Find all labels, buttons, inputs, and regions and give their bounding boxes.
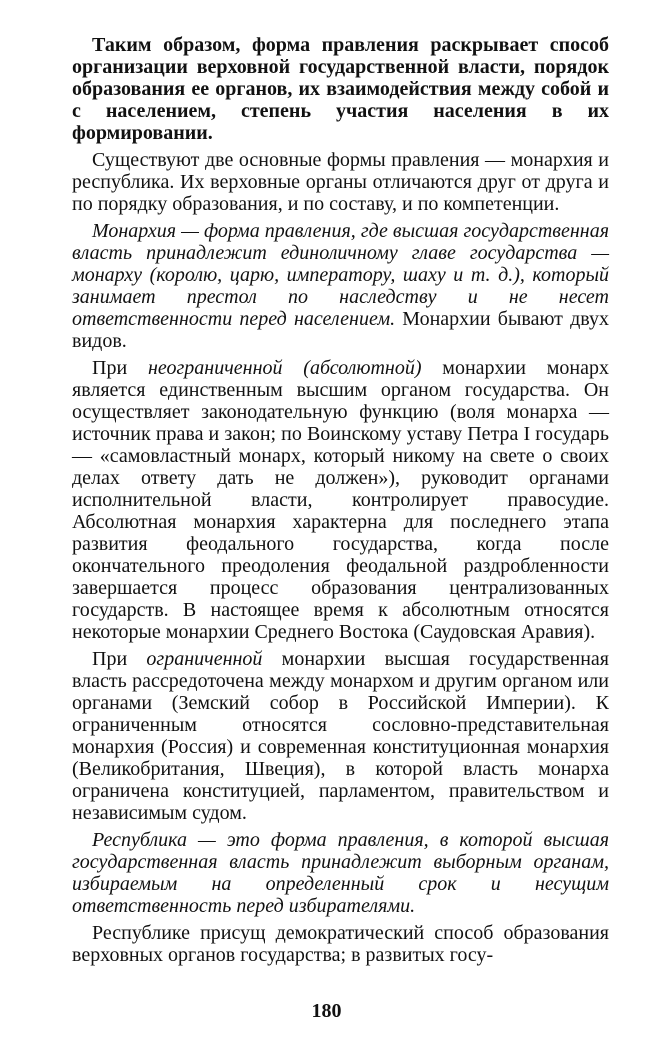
paragraph-forms-of-government [72, 149, 609, 215]
paragraph-limited-monarchy [72, 648, 609, 824]
italic-monarchy-definition: Монархия — форма правления, где высшая государственная власть принадлежит единоличному главе государства — монарху (королю, царю, императору, шаху и т. д.), который занимает престол по наследству и не несет ответственности перед населением. [72, 220, 609, 330]
italic-republic-definition: Республика — это форма правления, в которой высшая государственная власть принадлежит выборным органам, избираемым на определенный срок и несущим ответственность перед избирателями. [72, 829, 609, 917]
paragraph-text: Монархии бывают двух видов. [72, 308, 610, 352]
italic-term: ограниченной [146, 648, 263, 670]
bold-definition-text: Таким образом, форма правления раскрывает способ организации верховной государственной власти, порядок образования ее органов, их взаимодействия между собой и с населением, степень участия населения в их формировании. [72, 34, 609, 144]
page-number: 180 [311, 1000, 342, 1022]
paragraph-text: Существуют две основные формы правления — монархия и республика. Их верховные органы отличаются друг от друга и по порядку образования, и по составу, и по компетенции. [72, 149, 609, 215]
paragraph-republic-continued [72, 922, 609, 966]
italic-term: неограниченной (абсолютной) [147, 357, 422, 379]
paragraph-text: монархии высшая государственная власть рассредоточена между монархом и другим органом или органами (Земский собор в Российской Империи). К ограниченным относятся сословно-представительная монархия (Россия) и современная конституционная монархия (Великобритания, Швеция), в которой власть монарха ограничена конституцией, парламентом, правительством и независимым судом. [72, 648, 609, 824]
paragraph-definition-summary [72, 34, 609, 144]
paragraph-monarchy-definition [72, 220, 609, 352]
paragraph-text: Республике присущ демократический способ образования верховных органов государства; в развитых госу- [72, 922, 609, 966]
paragraph-text: При [92, 648, 147, 670]
paragraph-text: При [92, 357, 148, 379]
paragraph-absolute-monarchy [72, 357, 609, 643]
paragraph-text: монархии монарх является единственным высшим органом государства. Он осуществляет законодательную функцию (воля монарха — источник права и закон; по Воинскому уставу Петра I государь — «самовластный монарх, который никому на свете о своих делах ответу дать не должен»), руководит органами исполнительной власти, контролирует правосудие. Абсолютная монархия характерна для последнего этапа развития феодального государства, когда после окончательного преодоления феодальной раздробленности завершается процесс образования централизованных государств. В настоящее время к абсолютным относятся некоторые монархии Среднего Востока (Саудовская Аравия). [72, 357, 609, 643]
paragraph-republic-definition [72, 829, 609, 917]
